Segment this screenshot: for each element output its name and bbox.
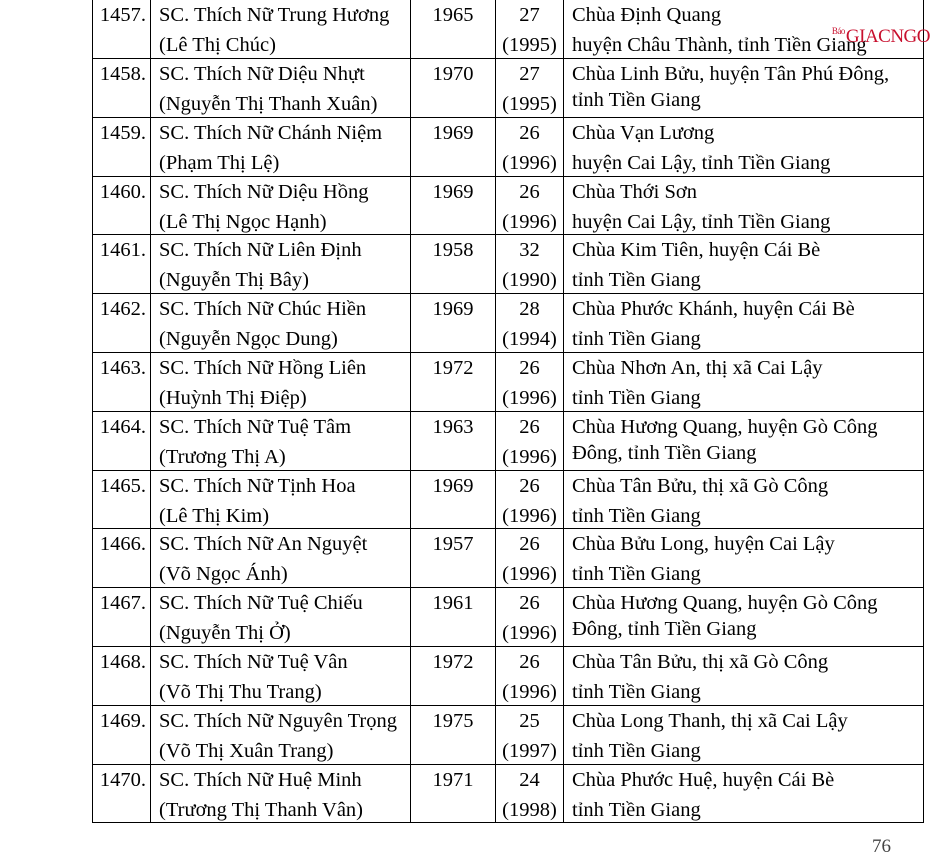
row-number-cell-no: 1463. <box>99 356 146 379</box>
table-row <box>93 411 923 470</box>
birth-year-cell <box>411 647 496 705</box>
name-cell-name: SC. Thích Nữ Hồng Liên <box>159 356 367 379</box>
row-number-cell-no: 1459. <box>99 121 146 144</box>
vassa-cell-vassa: 26 <box>519 180 540 203</box>
vassa-cell-vassa: 26 <box>519 356 540 379</box>
temple-cell-place2: huyện Cai Lậy, tỉnh Tiền Giang <box>572 151 831 174</box>
vassa-cell <box>496 588 564 646</box>
temple-cell-place2: tỉnh Tiền Giang <box>572 386 701 409</box>
vassa-cell-vassa: 28 <box>519 298 540 321</box>
table-row <box>93 352 923 411</box>
vassa-cell-vassa: 26 <box>519 650 540 673</box>
row-number-cell-no: 1468. <box>99 650 146 673</box>
birth-year-cell-birth: 1969 <box>432 298 474 321</box>
name-cell <box>151 412 411 470</box>
name-cell-secular: (Phạm Thị Lệ) <box>159 151 280 174</box>
row-number-cell <box>93 647 151 705</box>
birth-year-cell <box>411 765 496 823</box>
temple-cell-place2: tỉnh Tiền Giang <box>572 89 701 111</box>
birth-year-cell-birth: 1957 <box>432 533 474 556</box>
temple-cell-place1: Chùa Linh Bửu, huyện Tân Phú Đông, <box>572 63 890 85</box>
name-cell <box>151 471 411 529</box>
vassa-cell-year: (1996) <box>502 445 557 468</box>
vassa-cell-vassa: 27 <box>519 63 540 85</box>
temple-cell <box>564 471 923 529</box>
temple-cell-place2: Đông, tỉnh Tiền Giang <box>572 441 757 464</box>
birth-year-cell <box>411 177 496 235</box>
name-cell-secular: (Võ Ngọc Ánh) <box>159 563 288 586</box>
vassa-cell-year: (1996) <box>502 563 557 586</box>
birth-year-cell-birth: 1971 <box>432 768 474 791</box>
row-number-cell-no: 1460. <box>99 180 146 203</box>
name-cell <box>151 647 411 705</box>
birth-year-cell-birth: 1970 <box>432 63 474 85</box>
temple-cell-place1: Chùa Hương Quang, huyện Gò Công <box>572 592 878 615</box>
name-cell-name: SC. Thích Nữ Trung Hương <box>159 4 390 26</box>
temple-cell-place1: Chùa Phước Huệ, huyện Cái Bè <box>572 768 835 791</box>
name-cell <box>151 529 411 587</box>
vassa-cell <box>496 235 564 293</box>
birth-year-cell-birth: 1972 <box>432 650 474 673</box>
temple-cell <box>564 706 923 764</box>
table-row <box>93 587 923 646</box>
name-cell-name: SC. Thích Nữ Chúc Hiền <box>159 298 367 321</box>
name-cell <box>151 0 411 58</box>
birth-year-cell-birth: 1965 <box>432 4 474 26</box>
name-cell-secular: (Nguyễn Thị Bây) <box>159 269 309 292</box>
temple-cell-place1: Chùa Phước Khánh, huyện Cái Bè <box>572 298 855 321</box>
table-row <box>93 470 923 529</box>
birth-year-cell <box>411 529 496 587</box>
temple-cell-place2: tỉnh Tiền Giang <box>572 328 701 351</box>
name-cell-secular: (Võ Thị Xuân Trang) <box>159 739 334 762</box>
name-cell <box>151 353 411 411</box>
vassa-cell <box>496 118 564 176</box>
table-row <box>93 528 923 587</box>
vassa-cell-vassa: 27 <box>519 4 540 26</box>
temple-cell-place2: tỉnh Tiền Giang <box>572 739 701 762</box>
name-cell-secular: (Huỳnh Thị Điệp) <box>159 386 307 409</box>
table-row <box>93 176 923 235</box>
birth-year-cell-birth: 1975 <box>432 709 474 732</box>
name-cell <box>151 706 411 764</box>
name-cell-secular: (Trương Thị Thanh Vân) <box>159 798 363 821</box>
temple-cell-place2: huyện Châu Thành, tỉnh Tiền Giang <box>572 34 867 56</box>
vassa-cell-vassa: 32 <box>519 239 540 262</box>
temple-cell-place1: Chùa Tân Bửu, thị xã Gò Công <box>572 474 829 497</box>
temple-cell <box>564 118 923 176</box>
temple-cell-place2: tỉnh Tiền Giang <box>572 504 701 527</box>
birth-year-cell <box>411 235 496 293</box>
birth-year-cell-birth: 1969 <box>432 180 474 203</box>
vassa-cell <box>496 471 564 529</box>
temple-cell <box>564 294 923 352</box>
vassa-cell-year: (1996) <box>502 680 557 703</box>
temple-cell-place1: Chùa Hương Quang, huyện Gò Công <box>572 415 878 438</box>
temple-cell <box>564 588 923 646</box>
row-number-cell-no: 1458. <box>99 63 146 85</box>
vassa-cell <box>496 412 564 470</box>
name-cell-secular: (Lê Thị Chúc) <box>159 34 276 56</box>
vassa-cell-vassa: 26 <box>519 415 540 438</box>
vassa-cell <box>496 529 564 587</box>
name-cell <box>151 294 411 352</box>
row-number-cell-no: 1461. <box>99 239 146 262</box>
giacngo-watermark-logo: $^{Báo}$GIACNGO <box>831 26 930 47</box>
vassa-cell <box>496 177 564 235</box>
name-cell <box>151 588 411 646</box>
birth-year-cell <box>411 471 496 529</box>
birth-year-cell <box>411 59 496 117</box>
birth-year-cell-birth: 1969 <box>432 474 474 497</box>
name-cell-secular: (Lê Thị Ngọc Hạnh) <box>159 210 327 233</box>
vassa-cell <box>496 59 564 117</box>
name-cell-name: SC. Thích Nữ Diệu Hồng <box>159 180 369 203</box>
row-number-cell <box>93 471 151 529</box>
table-row <box>93 705 923 764</box>
birth-year-cell <box>411 353 496 411</box>
table-row <box>93 646 923 705</box>
row-number-cell <box>93 235 151 293</box>
row-number-cell <box>93 529 151 587</box>
row-number-cell <box>93 118 151 176</box>
row-number-cell <box>93 59 151 117</box>
row-number-cell <box>93 0 151 58</box>
temple-cell-place1: Chùa Bửu Long, huyện Cai Lậy <box>572 533 835 556</box>
vassa-cell-year: (1995) <box>502 34 557 56</box>
temple-cell <box>564 529 923 587</box>
ordination-table <box>92 0 924 823</box>
row-number-cell-no: 1466. <box>99 533 146 556</box>
row-number-cell-no: 1469. <box>99 709 146 732</box>
name-cell-name: SC. Thích Nữ Tuệ Chiếu <box>159 592 363 615</box>
name-cell <box>151 765 411 823</box>
name-cell-name: SC. Thích Nữ Nguyên Trọng <box>159 709 397 732</box>
table-row <box>93 293 923 352</box>
name-cell-secular: (Trương Thị A) <box>159 445 286 468</box>
birth-year-cell <box>411 118 496 176</box>
name-cell-name: SC. Thích Nữ Huệ Minh <box>159 768 362 791</box>
temple-cell <box>564 765 923 823</box>
vassa-cell-year: (1998) <box>502 798 557 821</box>
temple-cell <box>564 177 923 235</box>
vassa-cell <box>496 765 564 823</box>
name-cell-secular: (Võ Thị Thu Trang) <box>159 680 322 703</box>
vassa-cell-vassa: 24 <box>519 768 540 791</box>
name-cell-name: SC. Thích Nữ Tuệ Vân <box>159 650 348 673</box>
vassa-cell-year: (1996) <box>502 386 557 409</box>
birth-year-cell-birth: 1969 <box>432 121 474 144</box>
vassa-cell-year: (1996) <box>502 210 557 233</box>
name-cell-secular: (Nguyễn Thị Thanh Xuân) <box>159 93 378 115</box>
name-cell-name: SC. Thích Nữ An Nguyệt <box>159 533 368 556</box>
temple-cell-place2: Đông, tỉnh Tiền Giang <box>572 618 757 641</box>
temple-cell <box>564 647 923 705</box>
vassa-cell-vassa: 25 <box>519 709 540 732</box>
row-number-cell-no: 1457. <box>99 4 146 26</box>
name-cell-name: SC. Thích Nữ Liên Định <box>159 239 362 262</box>
row-number-cell <box>93 706 151 764</box>
birth-year-cell-birth: 1958 <box>432 239 474 262</box>
name-cell <box>151 235 411 293</box>
vassa-cell <box>496 0 564 58</box>
birth-year-cell <box>411 706 496 764</box>
temple-cell <box>564 59 923 117</box>
name-cell <box>151 118 411 176</box>
temple-cell-place1: Chùa Kim Tiên, huyện Cái Bè <box>572 239 821 262</box>
name-cell-name: SC. Thích Nữ Diệu Nhựt <box>159 63 365 85</box>
birth-year-cell-birth: 1972 <box>432 356 474 379</box>
vassa-cell <box>496 647 564 705</box>
temple-cell-place2: tỉnh Tiền Giang <box>572 269 701 292</box>
temple-cell <box>564 412 923 470</box>
birth-year-cell <box>411 0 496 58</box>
vassa-cell <box>496 353 564 411</box>
temple-cell-place1: Chùa Vạn Lương <box>572 121 715 144</box>
birth-year-cell <box>411 412 496 470</box>
birth-year-cell-birth: 1961 <box>432 592 474 615</box>
row-number-cell <box>93 294 151 352</box>
temple-cell-place2: tỉnh Tiền Giang <box>572 798 701 821</box>
temple-cell-place1: Chùa Long Thanh, thị xã Cai Lậy <box>572 709 848 732</box>
vassa-cell-year: (1997) <box>502 739 557 762</box>
name-cell-name: SC. Thích Nữ Tuệ Tâm <box>159 415 352 438</box>
row-number-cell <box>93 765 151 823</box>
vassa-cell-vassa: 26 <box>519 474 540 497</box>
table-row <box>93 234 923 293</box>
vassa-cell <box>496 294 564 352</box>
vassa-cell-year: (1996) <box>502 504 557 527</box>
name-cell-secular: (Lê Thị Kim) <box>159 504 270 527</box>
page-number: 76 <box>872 836 891 857</box>
name-cell-name: SC. Thích Nữ Tịnh Hoa <box>159 474 356 497</box>
table-row <box>93 58 923 117</box>
row-number-cell <box>93 412 151 470</box>
vassa-cell-vassa: 26 <box>519 121 540 144</box>
birth-year-cell-birth: 1963 <box>432 415 474 438</box>
table-row <box>93 0 923 58</box>
name-cell <box>151 59 411 117</box>
birth-year-cell <box>411 588 496 646</box>
temple-cell-place1: Chùa Tân Bửu, thị xã Gò Công <box>572 650 829 673</box>
row-number-cell <box>93 588 151 646</box>
vassa-cell <box>496 706 564 764</box>
temple-cell <box>564 353 923 411</box>
vassa-cell-year: (1994) <box>502 328 557 351</box>
row-number-cell-no: 1467. <box>99 592 146 615</box>
table-row <box>93 764 923 823</box>
temple-cell-place2: huyện Cai Lậy, tỉnh Tiền Giang <box>572 210 831 233</box>
vassa-cell-year: (1990) <box>502 269 557 292</box>
vassa-cell-year: (1996) <box>502 151 557 174</box>
table-row <box>93 117 923 176</box>
vassa-cell-vassa: 26 <box>519 533 540 556</box>
temple-cell-place1: Chùa Thới Sơn <box>572 180 697 203</box>
name-cell <box>151 177 411 235</box>
row-number-cell-no: 1462. <box>99 298 146 321</box>
row-number-cell-no: 1470. <box>99 768 146 791</box>
row-number-cell <box>93 177 151 235</box>
temple-cell <box>564 235 923 293</box>
row-number-cell-no: 1464. <box>99 415 146 438</box>
vassa-cell-vassa: 26 <box>519 592 540 615</box>
vassa-cell-year: (1996) <box>502 622 557 645</box>
temple-cell-place2: tỉnh Tiền Giang <box>572 680 701 703</box>
temple-cell-place1: Chùa Định Quang <box>572 4 722 26</box>
row-number-cell-no: 1465. <box>99 474 146 497</box>
name-cell-secular: (Nguyễn Ngọc Dung) <box>159 328 338 351</box>
vassa-cell-year: (1995) <box>502 93 557 115</box>
row-number-cell <box>93 353 151 411</box>
name-cell-name: SC. Thích Nữ Chánh Niệm <box>159 121 383 144</box>
birth-year-cell <box>411 294 496 352</box>
temple-cell-place1: Chùa Nhơn An, thị xã Cai Lậy <box>572 356 823 379</box>
name-cell-secular: (Nguyễn Thị Ở) <box>159 622 291 645</box>
temple-cell-place2: tỉnh Tiền Giang <box>572 563 701 586</box>
